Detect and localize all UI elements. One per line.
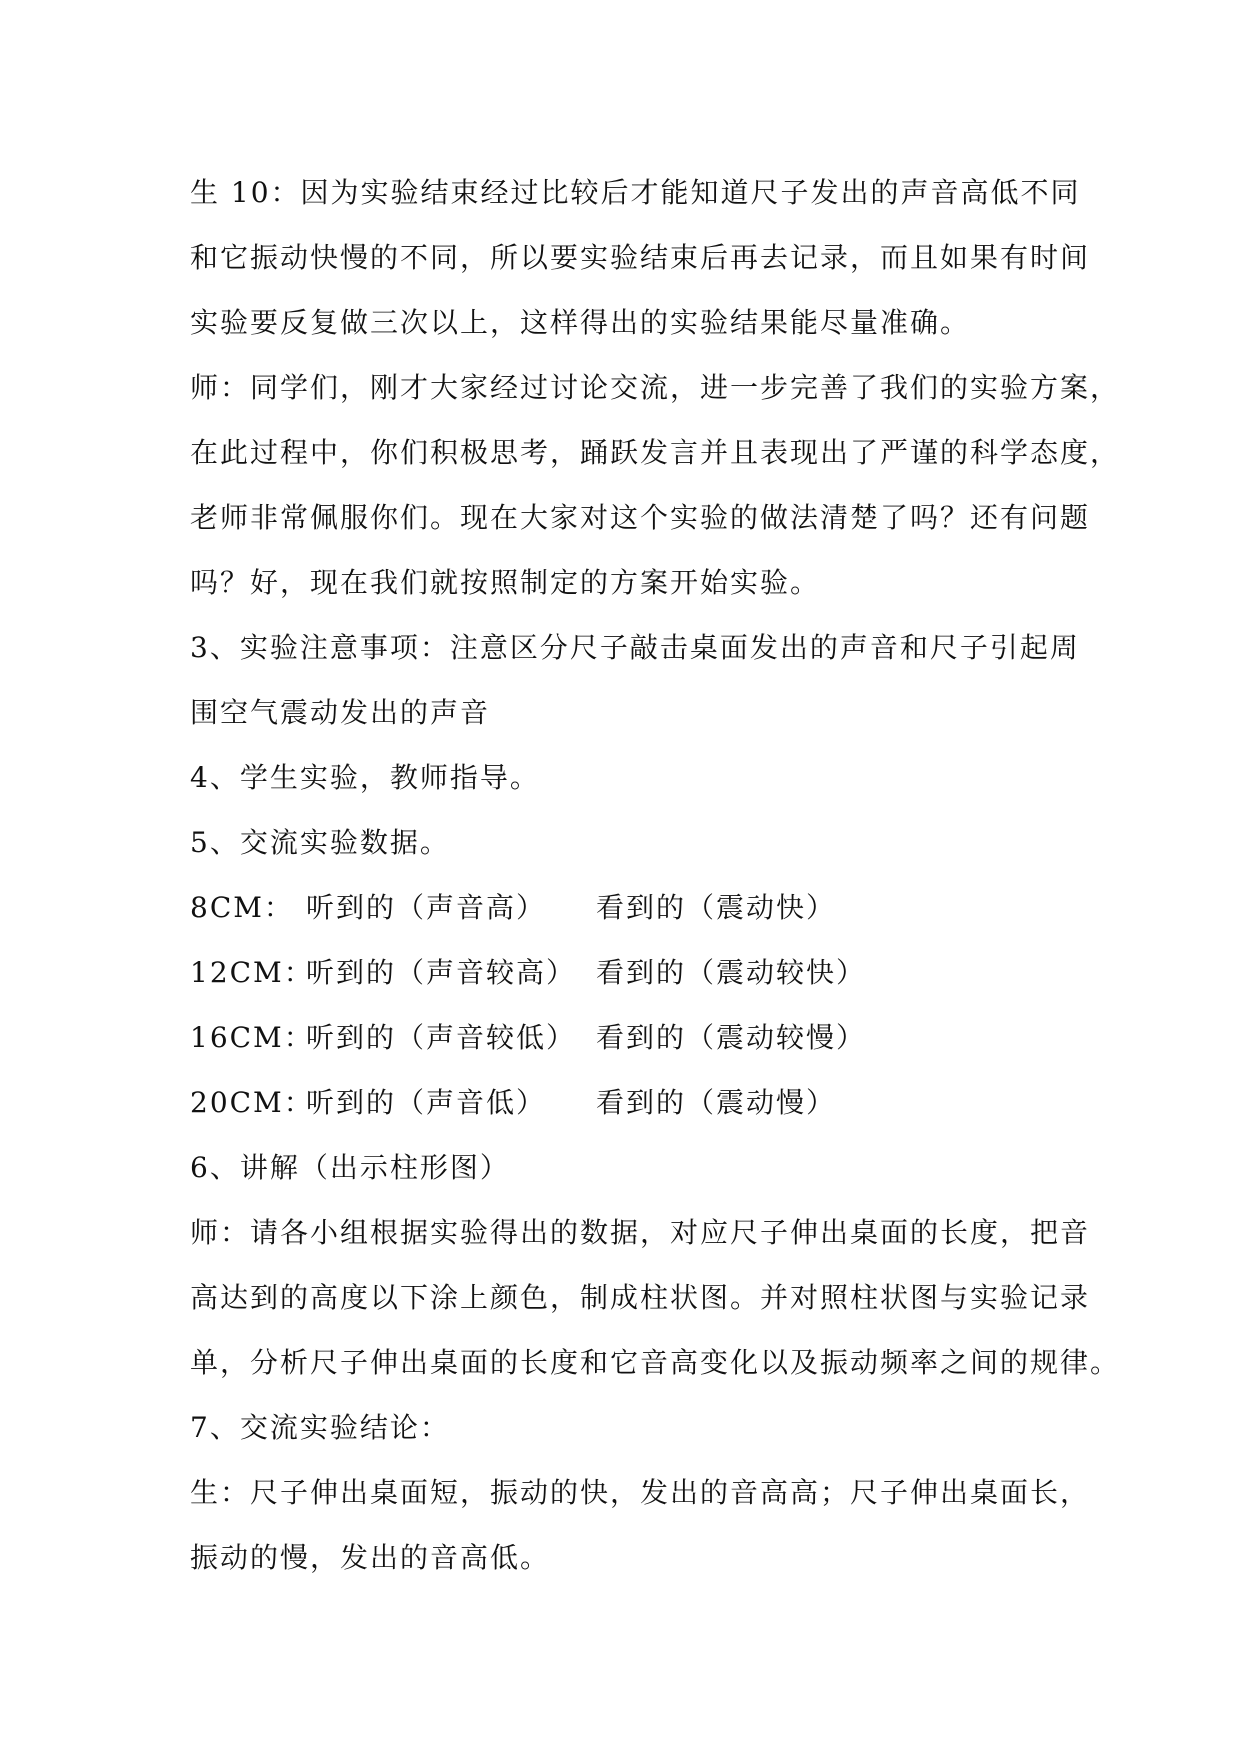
paragraph-line: 生：尺子伸出桌面短，振动的快，发出的音高高；尺子伸出桌面长， <box>190 1476 1091 1509</box>
heard-result: 听到的（声音低） <box>306 1086 547 1119</box>
seen-result: 看到的（震动较快） <box>596 956 867 989</box>
data-row <box>190 1070 1062 1135</box>
paragraph-line: 生 10：因为实验结束经过比较后才能知道尺子发出的声音高低不同 <box>190 176 1081 209</box>
paragraph-line: 振动的慢，发出的音高低。 <box>190 1541 551 1574</box>
paragraph-line: 高达到的高度以下涂上颜色，制成柱状图。并对照柱状图与实验记录 <box>190 1281 1091 1314</box>
paragraph-line: 4、学生实验，教师指导。 <box>190 761 540 794</box>
heard-result: 听到的（声音高） <box>306 891 547 924</box>
heard-result: 听到的（声音较高） <box>306 956 577 989</box>
seen-result: 看到的（震动慢） <box>596 1086 837 1119</box>
paragraph-line: 师：请各小组根据实验得出的数据，对应尺子伸出桌面的长度，把音 <box>190 1216 1091 1249</box>
paragraph-line: 6、讲解（出示柱形图） <box>190 1151 510 1184</box>
paragraph-line: 在此过程中，你们积极思考，踊跃发言并且表现出了严谨的科学态度， <box>190 436 1121 469</box>
ruler-length: 16CM： <box>190 1021 314 1054</box>
ruler-length: 12CM： <box>190 956 314 989</box>
document-body <box>190 160 1121 1590</box>
paragraph-line: 单，分析尺子伸出桌面的长度和它音高变化以及振动频率之间的规律。 <box>190 1346 1121 1379</box>
seen-result: 看到的（震动较慢） <box>596 1021 867 1054</box>
seen-result: 看到的（震动快） <box>596 891 837 924</box>
paragraph-line: 实验要反复做三次以上，这样得出的实验结果能尽量准确。 <box>190 306 971 339</box>
paragraph-line: 吗？好，现在我们就按照制定的方案开始实验。 <box>190 566 821 599</box>
ruler-length: 20CM： <box>190 1086 314 1119</box>
ruler-length: 8CM： <box>190 891 294 924</box>
data-row <box>190 940 1062 1005</box>
paragraph-line: 和它振动快慢的不同，所以要实验结束后再去记录，而且如果有时间 <box>190 241 1091 274</box>
paragraph-line: 围空气震动发出的声音 <box>190 696 491 729</box>
paragraph-line: 5、交流实验数据。 <box>190 826 450 859</box>
paragraph-line: 老师非常佩服你们。现在大家对这个实验的做法清楚了吗？还有问题 <box>190 501 1091 534</box>
heard-result: 听到的（声音较低） <box>306 1021 577 1054</box>
paragraph-line: 3、实验注意事项：注意区分尺子敲击桌面发出的声音和尺子引起周 <box>190 631 1080 664</box>
data-row <box>190 875 1062 940</box>
paragraph-line: 师：同学们，刚才大家经过讨论交流，进一步完善了我们的实验方案， <box>190 371 1121 404</box>
data-row <box>190 1005 1062 1070</box>
paragraph-line: 7、交流实验结论： <box>190 1411 450 1444</box>
